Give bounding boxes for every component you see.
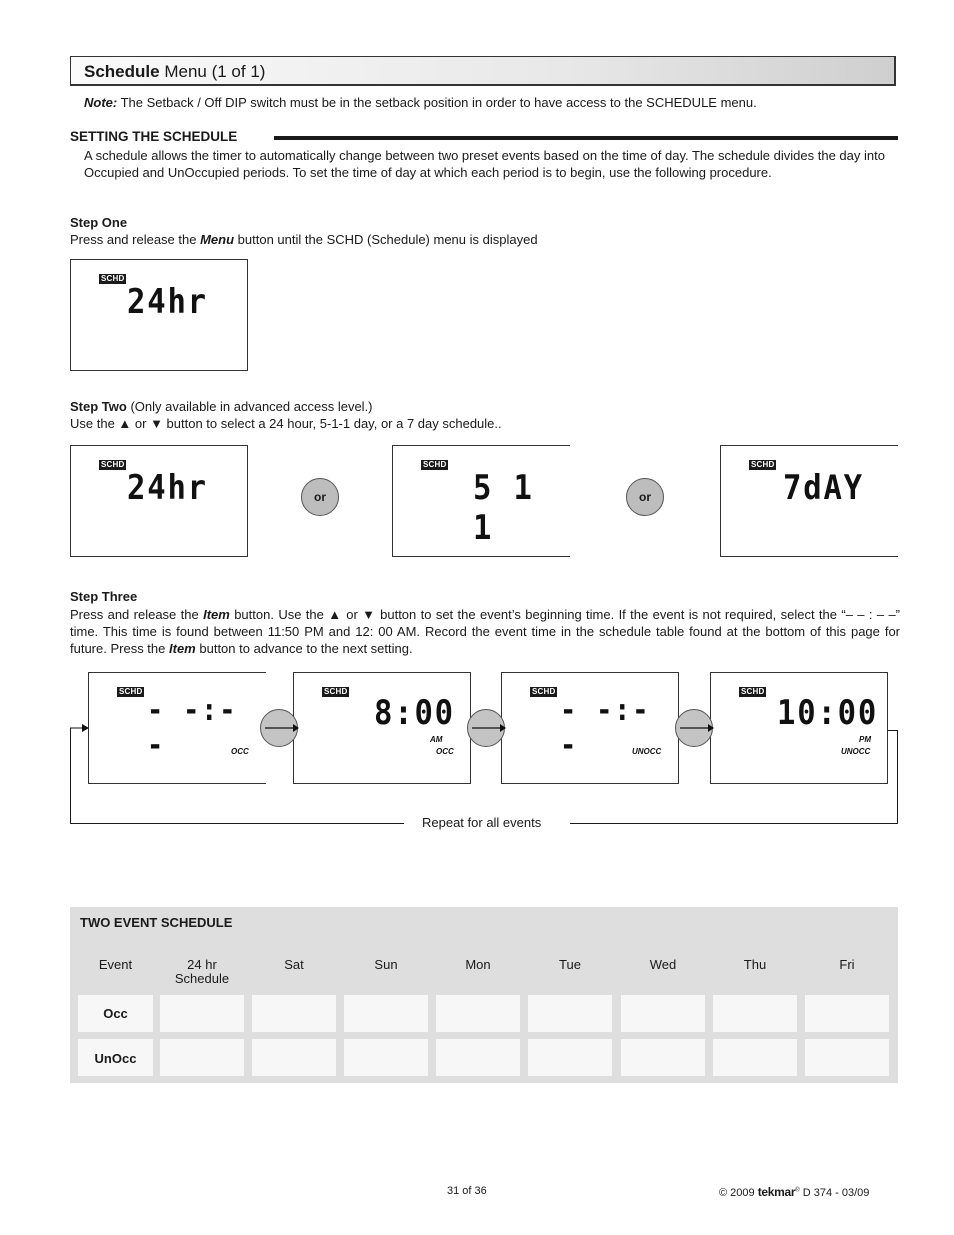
column-header-event: Event [98, 957, 133, 972]
section-title: SETTING THE SCHEDULE [70, 129, 238, 144]
schd-tag: SCHD [119, 687, 143, 696]
lcd-display-occ-800 [293, 672, 471, 784]
footer-right: © 2009 tekmar® D 374 - 03/09 [719, 1185, 870, 1199]
schd-tag: SCHD [751, 460, 775, 469]
table-cell[interactable] [436, 995, 520, 1032]
column-header-24hr: 24 hr Schedule [174, 957, 230, 986]
step-two-heading-note: (Only available in advanced access level.) [130, 399, 373, 414]
schd-tag: SCHD [101, 460, 125, 469]
next-arrow-icon [675, 709, 713, 747]
copyright: © 2009 [719, 1187, 755, 1199]
lcd-display-step1 [70, 259, 248, 371]
table-cell[interactable] [160, 995, 244, 1032]
table-cell[interactable] [252, 995, 336, 1032]
row-label-cell [78, 995, 153, 1032]
page-title [84, 62, 265, 82]
schd-tag: SCHD [324, 687, 348, 696]
section-rule [274, 136, 898, 140]
title-bold: Schedule [84, 62, 160, 81]
schd-tag: SCHD [532, 687, 556, 696]
note-text: The Setback / Off DIP switch must be in the setback position in order to have access to the SCHEDULE menu. [120, 95, 757, 110]
lcd-value: 7dAY [783, 468, 864, 508]
step-one-text-after: button until the SCHD (Schedule) menu is displayed [237, 232, 538, 247]
loop-line [70, 728, 71, 824]
lcd-display-7day [720, 445, 898, 557]
column-header-mon: Mon [465, 957, 491, 972]
table-cell[interactable] [713, 1039, 797, 1076]
step-two-heading-line [70, 399, 373, 414]
table-cell[interactable] [528, 995, 612, 1032]
or-connector: or [626, 478, 664, 516]
loop-line [897, 730, 898, 824]
event-label: OCC [231, 747, 249, 756]
event-label: UNOCC [841, 747, 871, 756]
step-three-text-1: Press and release the [70, 607, 199, 622]
table-cell[interactable] [805, 1039, 889, 1076]
column-header-thu: Thu [743, 957, 767, 972]
step-three-heading: Step Three [70, 589, 138, 604]
document-id: D 374 - 03/09 [802, 1187, 870, 1199]
page-number: 31 of 36 [447, 1185, 487, 1197]
column-header-fri: Fri [839, 957, 855, 972]
step-one-text [70, 232, 538, 247]
note [84, 95, 757, 110]
table-cell[interactable] [621, 1039, 705, 1076]
table-cell[interactable] [252, 1039, 336, 1076]
column-header-tue: Tue [559, 957, 581, 972]
lcd-value: 24hr [127, 282, 208, 322]
page-header-bar [70, 56, 896, 86]
item-button-ref: Item [203, 607, 230, 622]
lcd-display-occ-blank [88, 672, 266, 784]
note-label: Note: [84, 95, 118, 110]
lcd-display-unocc-blank [501, 672, 679, 784]
schedule-table [70, 907, 898, 1083]
item-button-ref: Item [169, 641, 196, 656]
section-paragraph: A schedule allows the timer to automatically change between two preset events based on the time of day. The schedule divides the day into Occupied and UnOccupied periods. To set the time of day at which each period is to begin, use the following procedure. [84, 148, 885, 180]
title-rest: Menu (1 of 1) [164, 62, 266, 81]
schd-tag: SCHD [423, 460, 447, 469]
column-header-wed: Wed [649, 957, 677, 972]
or-connector: or [301, 478, 339, 516]
event-label: OCC [436, 747, 454, 756]
step-two-text: Use the ▲ or ▼ button to select a 24 hour, 5-1-1 day, or a 7 day schedule.. [70, 416, 502, 431]
table-cell[interactable] [621, 995, 705, 1032]
event-label: UNOCC [632, 747, 662, 756]
loop-line [70, 823, 404, 824]
brand-logo: tekmar [757, 1185, 796, 1199]
lcd-value: - -:- - [147, 693, 238, 763]
lcd-value: 5 1 1 [473, 468, 534, 548]
table-cell[interactable] [528, 1039, 612, 1076]
column-header-sat: Sat [284, 957, 304, 972]
lcd-display-unocc-1000 [710, 672, 888, 784]
table-cell[interactable] [344, 995, 428, 1032]
schd-tag: SCHD [741, 687, 765, 696]
table-cell[interactable] [805, 995, 889, 1032]
ampm-label: AM [430, 735, 443, 744]
loop-line [570, 823, 898, 824]
step-one-heading: Step One [70, 215, 128, 230]
step-three-text [70, 606, 900, 657]
lcd-value: 8:00 [374, 693, 455, 733]
loop-arrow-icon [70, 724, 90, 734]
lcd-display-511 [392, 445, 570, 557]
column-header-sun: Sun [374, 957, 398, 972]
step-two-heading: Step Two [70, 399, 127, 414]
step-three-text-2: button. Use the ▲ or ▼ button to set the event’s beginning time. If the event is not required, select the “– – : – –” time. This time is found between 11:50 PM and 12: 00 AM. Record the event time in the schedule table found at the bottom of this page for future. Press the [70, 607, 900, 656]
schd-tag: SCHD [101, 274, 125, 283]
step-one-text-before: Press and release the [70, 232, 197, 247]
row-label-occ: Occ [103, 1006, 128, 1021]
table-cell[interactable] [436, 1039, 520, 1076]
table-cell[interactable] [344, 1039, 428, 1076]
lcd-display-24hr [70, 445, 248, 557]
row-label-cell [78, 1039, 153, 1076]
row-label-unocc: UnOcc [94, 1051, 137, 1066]
ampm-label: PM [859, 735, 871, 744]
table-title: TWO EVENT SCHEDULE [80, 915, 233, 930]
next-arrow-icon [467, 709, 505, 747]
table-cell[interactable] [160, 1039, 244, 1076]
lcd-value: 24hr [127, 468, 208, 508]
step-three-text-3: button to advance to the next setting. [199, 641, 413, 656]
repeat-label: Repeat for all events [422, 815, 542, 830]
menu-button-ref: Menu [200, 232, 235, 247]
table-cell[interactable] [713, 995, 797, 1032]
next-arrow-icon [260, 709, 298, 747]
lcd-value: - -:- - [560, 693, 651, 763]
lcd-value: 10:00 [777, 693, 879, 733]
